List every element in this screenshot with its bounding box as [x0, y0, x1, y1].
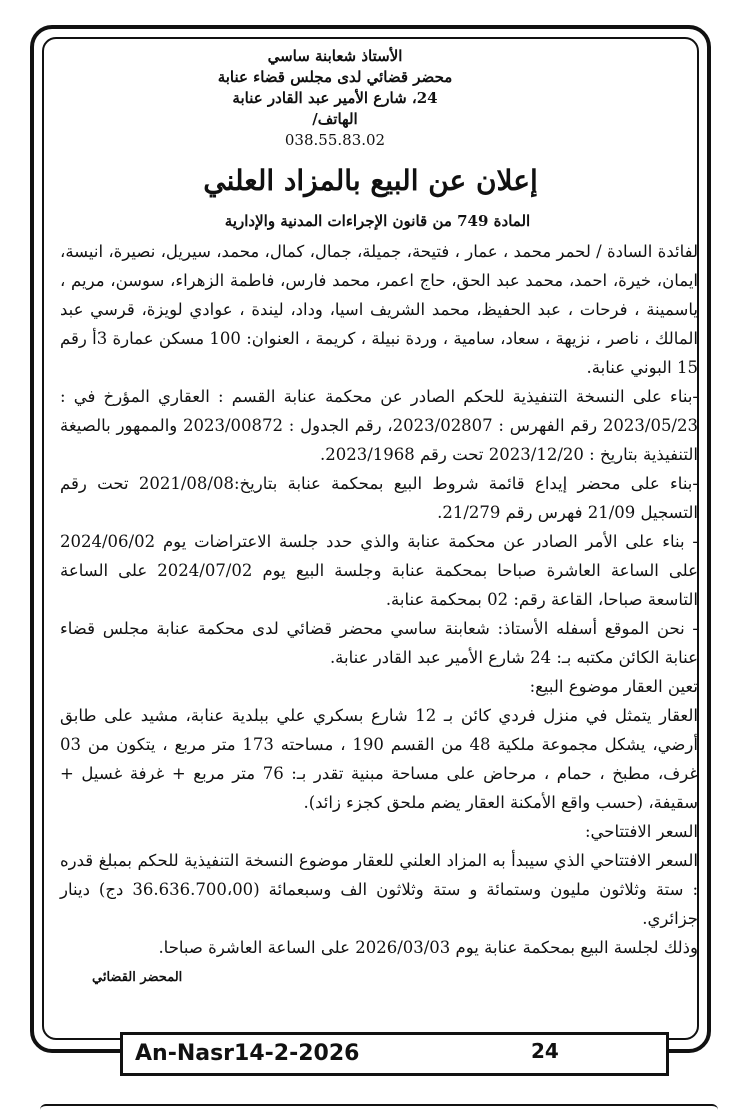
newspaper-footer: [120, 1032, 669, 1076]
property-heading: تعين العقار موضوع البيع:: [529, 677, 698, 696]
bailiff-header: [100, 46, 570, 151]
bailiff-phone-label: الهاتف/: [312, 110, 358, 128]
notice-title: إعلان عن البيع بالمزاد العلني: [203, 164, 538, 197]
page-number: 24: [531, 1039, 559, 1063]
notice-body: [60, 237, 698, 962]
bailiff-name: الأستاذ شعابنة ساسي: [267, 47, 403, 65]
property-paragraph: العقار يتمثل في منزل فردي كائن بـ 12 شارع بسكري علي ببلدية عنابة، مشيد على طابق أرضي، يشكل مجموعة ملكية 48 من القسم 190 ، مساحته 173 متر مربع ، يتكون من 03 غرف، مطبخ ، حمام ، مرحاض على مساحة مبنية تقدر بـ: 76 متر مربع + غرفة غسيل + سقيفة، (حسب واقع الأمكنة العقار يضم ملحق كجزء زائد).: [60, 706, 698, 812]
bailiff-phone-number: 038.55.83.02: [284, 131, 386, 149]
conditions-paragraph: -بناء على محضر إيداع قائمة شروط البيع بمحكمة عنابة بتاريخ:2021/08/08 تحت رقم التسجيل 21/09 فهرس رقم 21/279.: [60, 474, 698, 522]
newspaper-name-date: An-Nasr14-2-2026: [135, 1041, 360, 1066]
bottom-divider: [40, 1104, 718, 1114]
price-paragraph: السعر الافتتاحي الذي سيبدأ به المزاد العلني للعقار موضوع النسخة التنفيذية للحكم بمبلغ قدره : ستة وثلاثون مليون وستمائة و ستة وثلاثون الف وسبعمائة (36.636.700،00 دج) دينار جزائري.: [60, 851, 699, 928]
beneficiaries-paragraph: لفائدة السادة / لحمر محمد ، عمار ، فتيحة، جميلة، جمال، كمال، محمد، سيريل، نصيرة، انيسة، ايمان، خيرة، احمد، محمد عبد الحق، حاج اعمر، محمد فارس، فاطمة الزهراء، سوسن، مريم ، ياسمينة ، فرحات ، عبد الحفيظ، محمد الشريف اسيا، وداد، ليندة ، عوادي لويزة، قرسي عبد المالك ، ناصر ، نزيهة ، سعاد، سامية ، وردة نبيلة ، كريمة ، العنوان: 100 مسكن عمارة 3أ رقم 15 البوني عنابة.: [60, 242, 698, 377]
judgment-paragraph: -بناء على النسخة التنفيذية للحكم الصادر عن محكمة عنابة القسم : العقاري المؤرخ في : 2023/05/23 رقم الفهرس : 2023/02807، رقم الجدول : 2023/00872 والممهور بالصيغة التنفيذية بتاريخ : 2023/12/20 تحت رقم 2023/1968.: [60, 387, 698, 464]
price-heading: السعر الافتتاحي:: [584, 822, 698, 841]
bailiff-paragraph: - نحن الموقع أسفله الأستاذ: شعابنة ساسي محضر قضائي لدى محكمة عنابة مجلس قضاء عنابة الكائن مكتبه بـ: 24 شارع الأمير عبد القادر عنابة.: [60, 619, 698, 667]
signature-label: المحضر القضائي: [92, 970, 183, 985]
session-paragraph: وذلك لجلسة البيع بمحكمة عنابة يوم 2026/03/03 على الساعة العاشرة صباحا.: [158, 938, 698, 957]
bailiff-office: محضر قضائي لدى مجلس قضاء عنابة: [217, 68, 453, 86]
bailiff-address: 24، شارع الأمير عبد القادر عنابة: [232, 89, 438, 107]
legal-article: المادة 749 من قانون الإجراءات المدنية والإدارية: [224, 212, 531, 230]
order-paragraph: - بناء على الأمر الصادر عن محكمة عنابة والذي حدد جلسة الاعتراضات يوم 2024/06/02 على الساعة العاشرة صباحا بمحكمة عنابة وجلسة البيع يوم 2024/07/02 على الساعة التاسعة صباحا، القاعة رقم: 02 بمحكمة عنابة.: [60, 532, 698, 609]
